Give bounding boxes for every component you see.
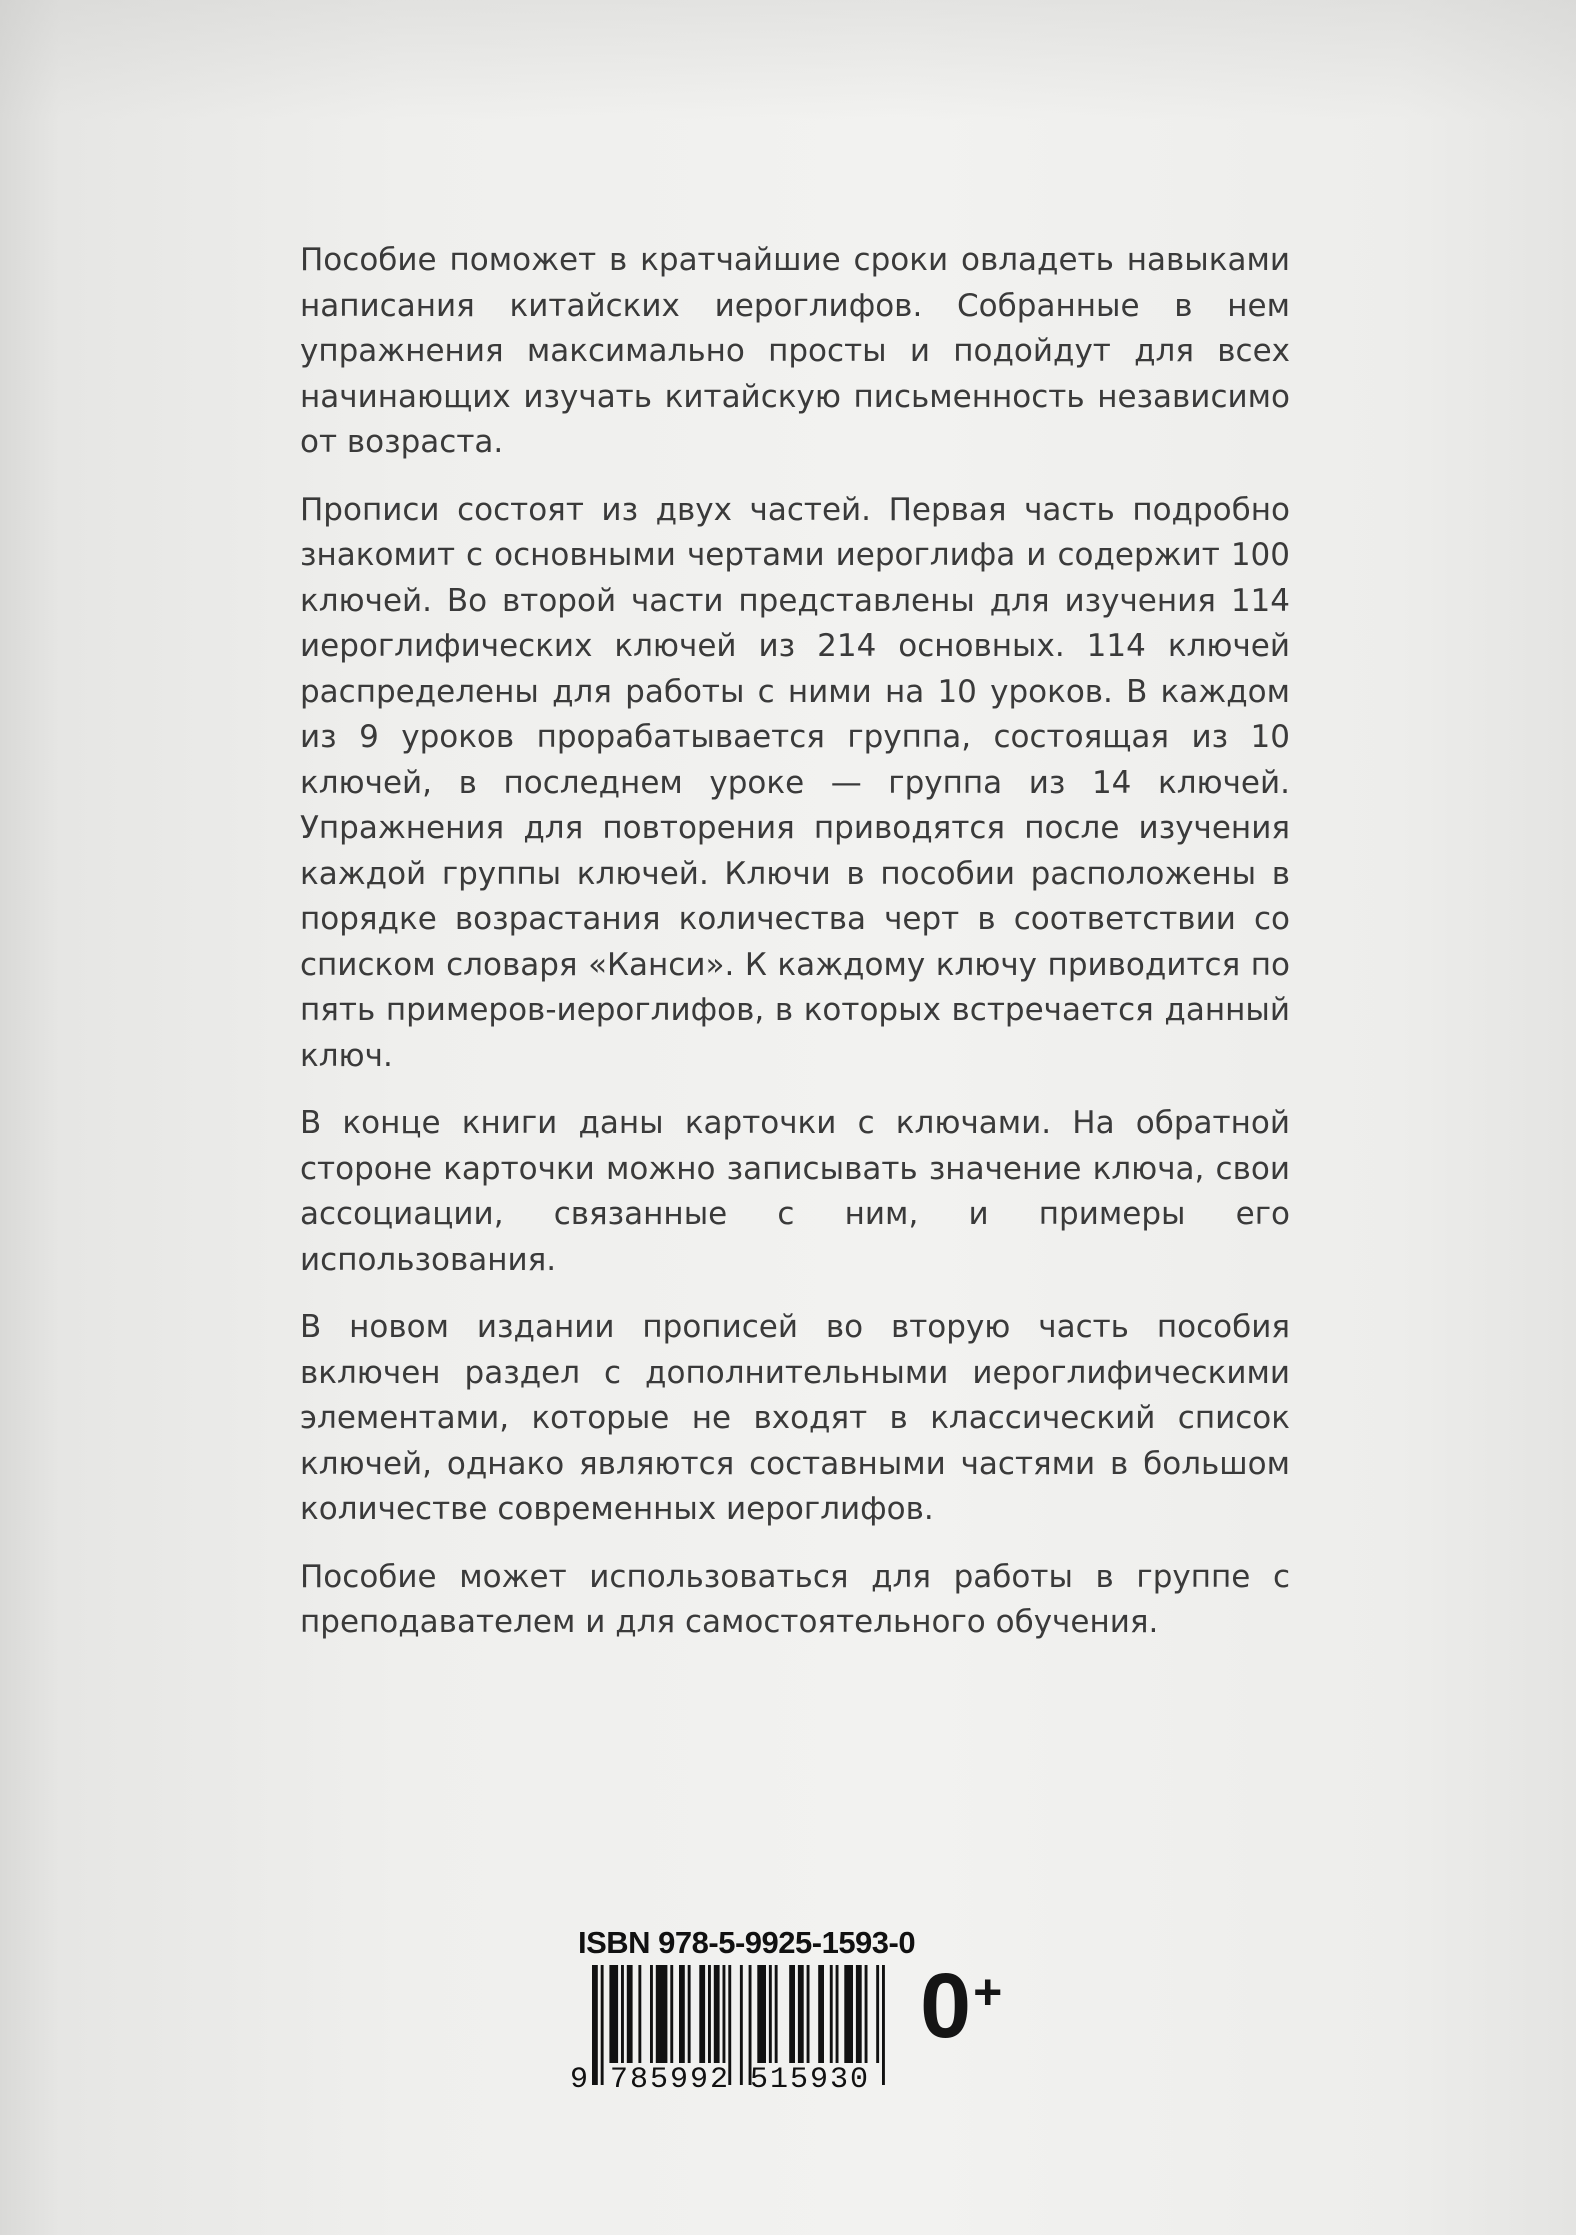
paragraph-intro: Пособие поможет в кратчайшие сроки овладеть навыками написания китайских иероглифов. Собранные в нем упражнения максимально просты и подойдут для всех начинающих изучать китайскую письменность независимо от возраста. xyxy=(300,242,1290,460)
age-rating-badge xyxy=(920,1955,1003,2057)
barcode-digits: 9 785992 515930 xyxy=(570,2063,871,2097)
age-rating-plus: + xyxy=(973,1964,1003,2020)
paragraph-structure: Прописи состоят из двух частей. Первая часть подробно знакомит с основными чертами иероглифа и содержит 100 ключей. Во второй части представлены для изучения 114 иероглифических ключей из 214 основных. 114 ключей распределены для работы с ними на 10 уроков. В каждом из 9 уроков прорабатывается группа, состоящая из 10 ключей, в последнем уроке — группа из 14 ключей. Упражнения для повторения приводятся после изучения каждой группы ключей. Ключи в пособии расположены в порядке возрастания количества черт в соответствии со списком словаря «Канси». К каждому ключу приводится по пять примеров-иероглифов, в которых встречается данный ключ. xyxy=(300,491,1290,1074)
paragraph-new-edition: В новом издании прописей во вторую часть пособия включен раздел с дополнительными иероглифическими элементами, которые не входят в классический список ключей, однако являются составными частями в большом количестве современных иероглифов. xyxy=(300,1309,1290,1527)
paragraph-usage: Пособие может использоваться для работы в группе с преподавателем и для самостоятельного обучения. xyxy=(300,1558,1290,1640)
back-cover-description xyxy=(300,238,1290,1668)
age-rating-value: 0 xyxy=(920,1955,972,2057)
isbn-label: ISBN 978-5-9925-1593-0 xyxy=(578,1925,916,1960)
page-shading xyxy=(0,0,1576,120)
paragraph-cards: В конце книги даны карточки с ключами. На обратной стороне карточки можно записывать значение ключа, свои ассоциации, связанные с ним, и примеры его использования. xyxy=(300,1105,1290,1278)
